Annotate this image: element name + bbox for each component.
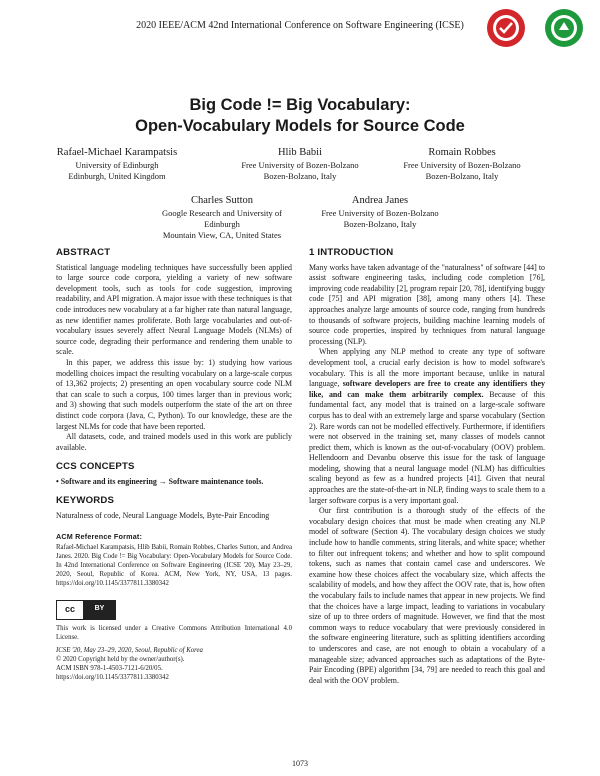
ccs-text: • Software and its engineering → Software maintenance tools. <box>56 476 264 486</box>
keywords-text: Naturalness of code, Neural Language Models, Byte-Pair Encoding <box>56 511 270 521</box>
reference-heading: ACM Reference Format: <box>56 531 143 541</box>
abstract-paragraph: Statistical language modeling techniques have successfully been applied to large source code corpora, yielding a variety of new software development tools, such as tools for code suggestion, improving readability, and API migration. A major issue with these techniques is that code introduces new vocabulary at a far higher rate than natural language, as new identifier names proliferate. Both large vocabularies and out-of-vocabulary issues severely affect Neural Language Models (NLMs) of source code, degrading their performance and rendering them unable to scale. <box>56 262 292 357</box>
artifact-evaluated-badge-icon <box>486 8 526 48</box>
ccs-heading: CCS CONCEPTS <box>56 461 135 473</box>
intro-paragraph: Our first contribution is a thorough study of the effects of the vocabulary design choices that must be made when creating any NLP model of software (Section 4). The vocabulary design choices we study include how to handle comments, string literals, and white space; whether to filter out infrequent tokens; and whether and how to split compound tokens, such as names that contain camel case and underscores. We examine how these choices affect the vocabulary size, which affects the scalability of models, and how they affect the OOV rate, that is, how often the vocabulary fails to include names that appear in new projects. We find that the choices have a large impact, leading to variations in vocabulary size of up to three orders of magnitude. However, we find that the most common ways to reduce vocabulary that were previously considered in the software engineering literature, such as splitting identifiers according to underscores and case, are not enough to obtain a vocabulary of a manageable size; advanced approaches such as adaptations of the Byte-Pair Encoding (BPE) algorithm [34, 79] are needed to reach this goal and deal with the OOV problem. <box>309 506 545 685</box>
author-babii: Hlib Babii Free University of Bozen-Bolzano Bozen-Bolzano, Italy <box>241 147 359 181</box>
abstract-paragraph: All datasets, code, and trained models used in this work are publicly available. <box>56 432 292 452</box>
license-doi: https://doi.org/10.1145/3377811.3380342 <box>56 673 169 681</box>
right-column <box>309 248 545 686</box>
intro-paragraph: When applying any NLP method to create any type of software development tool, a crucial early decision is how to model software's vocabulary. This is all the more important because, unlike in natural language, software developers are free to create any identifiers they like, and can make them arbitrarily complex. Because of this fundamental fact, any model that is trained on a large-scale software corpus has to deal with an extremely large and sparse vocabulary (Section 2). Rare words can not be modelled effectively. Furthermore, if identifiers were not observed in the training set, many classes of models cannot predict them, which is known as the out-of-vocabulary (OOV) problem. Hellendoorn and Devanbu observe this issue for the task of language modeling, showing that a neural language model (NLM) has difficulties scaling beyond as few as a hundred projects [41]. Given that neural approaches are the state-of-the-art in NLP, finding ways to scale them to a larger software corpus is a very important goal. <box>309 347 545 505</box>
intro-paragraph: Many works have taken advantage of the "naturalness" of software [44] to assist software engineering tasks, including code completion [76], improving code readability [2], program repair [20, 78], identifying buggy code [75] and API migration [38], among many others [4]. These approaches analyze large amounts of source code, ranging from hundreds to thousands of software projects, building machine learning models of source code properties, inspired by techniques from natural language processing (NLP). <box>309 262 545 346</box>
license-isbn: ACM ISBN 978-1-4503-7121-6/20/05. <box>56 664 163 672</box>
author-robbes: Romain Robbes Free University of Bozen-Bolzano Bozen-Bolzano, Italy <box>403 147 521 181</box>
license-text: This work is licensed under a Creative Commons Attribution International 4.0 License. <box>56 624 292 641</box>
conference-header: 2020 IEEE/ACM 42nd International Conference on Software Engineering (ICSE) <box>136 20 464 31</box>
author-karampatsis: Rafael-Michael Karampatsis University of Edinburgh Edinburgh, United Kingdom <box>56 147 178 181</box>
author-sutton: Charles Sutton Google Research and University of Edinburgh Mountain View, CA, United States <box>162 195 282 240</box>
title-line-2: Open-Vocabulary Models for Source Code <box>135 117 465 135</box>
reference-text: Rafael-Michael Karampatsis, Hlib Babii, Romain Robbes, Charles Sutton, and Andrea Janes. 2020. Big Code != Big Vocabulary: Open-Vocabulary Models for Source Code. In 42nd International Conference on Software Engineering (ICSE '20), May 23–29, 2020, Seoul, Republic of Korea. ACM, New York, NY, USA, 13 pages. https://doi.org/10.1145/3377811.3380342 <box>56 543 292 587</box>
left-column <box>56 248 292 682</box>
cc-license-logo <box>56 600 116 620</box>
artifact-available-badge-icon <box>544 8 584 48</box>
by-icon: BY <box>84 601 115 619</box>
cc-icon: cc <box>57 601 84 619</box>
license-copyright: © 2020 Copyright held by the owner/author(s). <box>56 655 185 663</box>
page-number: 1073 <box>292 759 308 768</box>
abstract-paragraph: In this paper, we address this issue by: 1) studying how various modelling choices impact the resulting vocabulary on a large-scale corpus of 13,362 projects; 2) presenting an open vocabulary source code NLM that can scale to such a corpus, 100 times larger than in previous work; and 3) showing that such models outperform the state of the art on three distinct code corpora (Java, C, Python). To our knowledge, these are the largest NLMs for code that have been reported. <box>56 357 292 431</box>
keywords-heading: KEYWORDS <box>56 495 115 507</box>
title-line-1: Big Code != Big Vocabulary: <box>189 96 411 114</box>
paper-title <box>0 95 600 137</box>
license-venue: ICSE '20, May 23–29, 2020, Seoul, Republic of Korea <box>56 646 203 654</box>
abstract-heading: ABSTRACT <box>56 247 111 258</box>
author-janes: Andrea Janes Free University of Bozen-Bolzano Bozen-Bolzano, Italy <box>321 195 439 229</box>
introduction-heading: 1 INTRODUCTION <box>309 247 394 258</box>
